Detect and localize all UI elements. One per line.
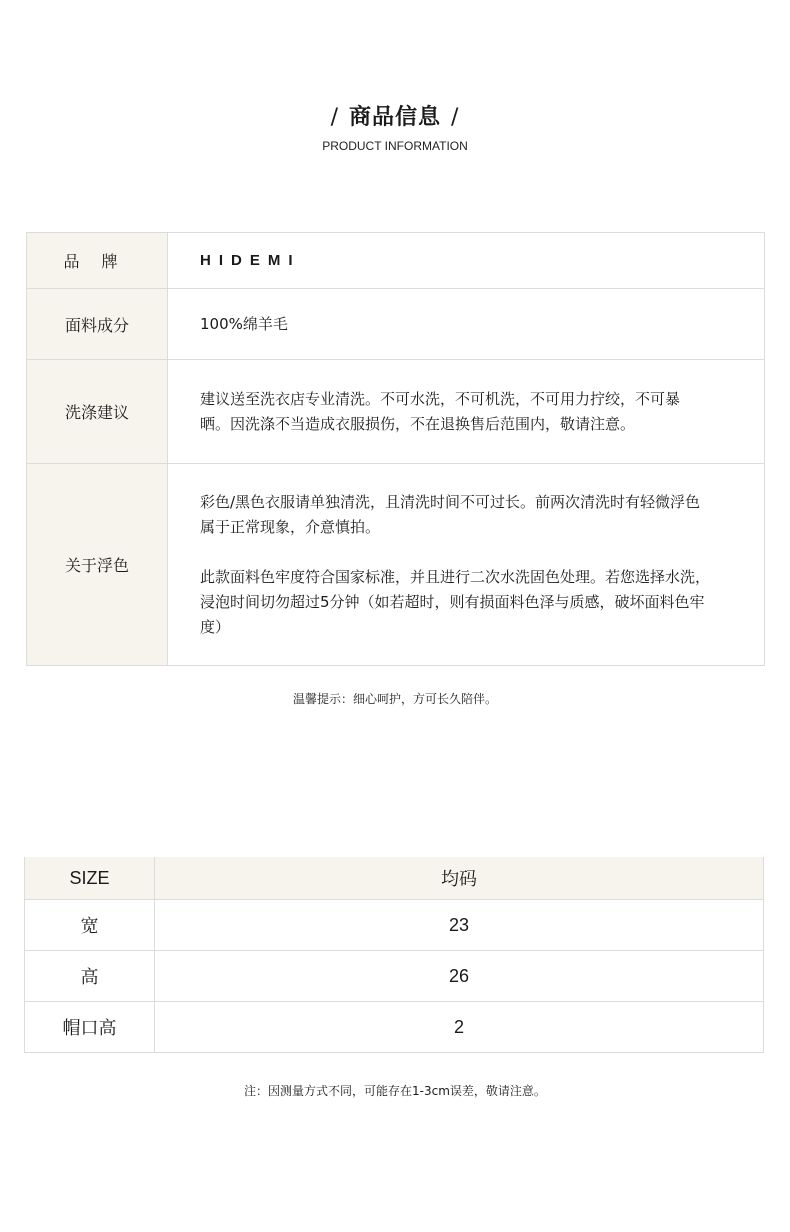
material-row: [27, 289, 765, 360]
wash-line-2: 晒。因洗涤不当造成衣服损伤，不在退换售后范围内，敬请注意。: [200, 414, 636, 433]
page-title: [0, 100, 790, 131]
size-row-value: 26: [155, 951, 764, 1002]
title-slash-left: /: [330, 105, 339, 130]
product-info-table: [26, 232, 765, 666]
size-table: [24, 857, 764, 1053]
material-value: 100%绵羊毛: [168, 289, 765, 360]
color-p2-line-3: 度）: [200, 617, 231, 636]
wash-row: [27, 360, 765, 464]
brand-row: [27, 233, 765, 289]
material-label: 面料成分: [27, 289, 168, 360]
color-row: [27, 464, 765, 666]
page-subtitle: PRODUCT INFORMATION: [322, 139, 468, 153]
brand-label: 品牌: [27, 233, 168, 289]
color-label: 关于浮色: [27, 464, 168, 666]
size-row-value: 23: [155, 900, 764, 951]
color-paragraph-2: [200, 565, 744, 640]
wash-line-1: 建议送至洗衣店专业清洗。不可水洗，不可机洗，不可用力拧绞，不可暴: [200, 389, 681, 408]
table-row: [25, 1002, 764, 1053]
color-paragraph-1: [200, 490, 744, 540]
brand-value: HIDEMI: [168, 233, 765, 289]
size-row-label: 高: [25, 951, 155, 1002]
table-row: [25, 951, 764, 1002]
care-tip: 温馨提示：细心呵护，方可长久陪伴。: [292, 692, 497, 706]
size-header-value: 均码: [155, 857, 764, 900]
color-p2-line-2: 浸泡时间切勿超过5分钟（如若超时，则有损面料色泽与质感，破坏面料色牢: [200, 592, 705, 611]
color-p1-line-2: 属于正常现象，介意慎拍。: [200, 517, 381, 536]
title-text: 商品信息: [348, 105, 441, 130]
size-header-row: [25, 857, 764, 900]
wash-value: [168, 360, 765, 464]
size-row-value: 2: [155, 1002, 764, 1053]
color-p1-line-1: 彩色/黑色衣服请单独清洗，且清洗时间不可过长。前两次清洗时有轻微浮色: [200, 492, 701, 511]
table-row: [25, 900, 764, 951]
size-header-label: SIZE: [25, 857, 155, 900]
color-value: [168, 464, 765, 666]
title-slash-right: /: [451, 105, 460, 130]
section-header: [0, 100, 790, 153]
wash-label: 洗涤建议: [27, 360, 168, 464]
size-row-label: 帽口高: [25, 1002, 155, 1053]
measurement-note: 注：因测量方式不同，可能存在1-3cm误差，敬请注意。: [244, 1084, 546, 1098]
size-row-label: 宽: [25, 900, 155, 951]
color-p2-line-1: 此款面料色牢度符合国家标准，并且进行二次水洗固色处理。若您选择水洗，: [200, 567, 711, 586]
